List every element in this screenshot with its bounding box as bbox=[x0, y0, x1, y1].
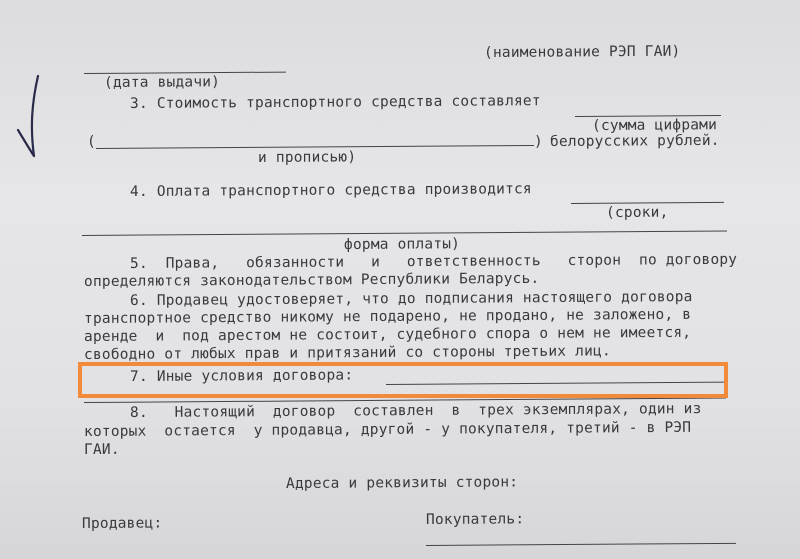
seller-label: Продавец: bbox=[81, 515, 163, 532]
price-words-caption: и прописью) bbox=[257, 149, 357, 166]
price-digits-caption: (сумма цифрами bbox=[591, 117, 718, 134]
clause-6-line-4: свободно от любых прав и притязаний со стороны третьих лиц. bbox=[83, 343, 611, 363]
issue-date-caption: (дата выдачи) bbox=[103, 74, 221, 91]
clause-6-line-2: транспортное средство никому не подарено, не продано, не заложено, в bbox=[83, 306, 692, 327]
clause-3-text: 3. Стоимость транспортного средства составляет bbox=[129, 93, 541, 112]
clause-5-line-1: 5. Права, обязанности и ответственность сторон по договору bbox=[129, 251, 738, 272]
payment-form-caption: форма оплаты) bbox=[343, 236, 461, 253]
bracket-open: ( bbox=[86, 133, 96, 150]
clause-5-line-2: определяются законодательством Республики Беларусь. bbox=[83, 270, 540, 290]
clause-8-line-1: 8. Настоящий договор составлен в трех экземплярах, один из bbox=[129, 401, 702, 421]
clause-7-highlight-box bbox=[78, 362, 728, 398]
currency-text: белорусских рублей. bbox=[549, 132, 720, 150]
bracket-close: ) bbox=[533, 133, 543, 150]
clause-6-line-1: 6. Продавец удостоверяет, что до подписания настоящего договора bbox=[129, 289, 693, 309]
clause-8-line-2: которых остается у продавца, другой - у покупателя, третий - в РЭП bbox=[83, 419, 692, 440]
buyer-signature-line bbox=[426, 543, 736, 546]
buyer-label: Покупатель: bbox=[425, 511, 525, 528]
clause-6-line-3: аренде и под арестом не состоит, судебного спора о нем не имеется, bbox=[83, 324, 692, 345]
addresses-title: Адреса и реквизиты сторон: bbox=[285, 474, 519, 492]
clause-7-text: 7. Иные условия договора: bbox=[129, 367, 354, 385]
payment-term-caption: (сроки, bbox=[605, 204, 669, 221]
clause-4-text: 4. Оплата транспортного средства производится bbox=[129, 181, 532, 200]
header-caption: (наименование РЭП ГАИ) bbox=[483, 43, 681, 61]
handwritten-arrow-mark bbox=[10, 72, 50, 162]
clause-8-line-3: ГАИ. bbox=[83, 441, 120, 458]
